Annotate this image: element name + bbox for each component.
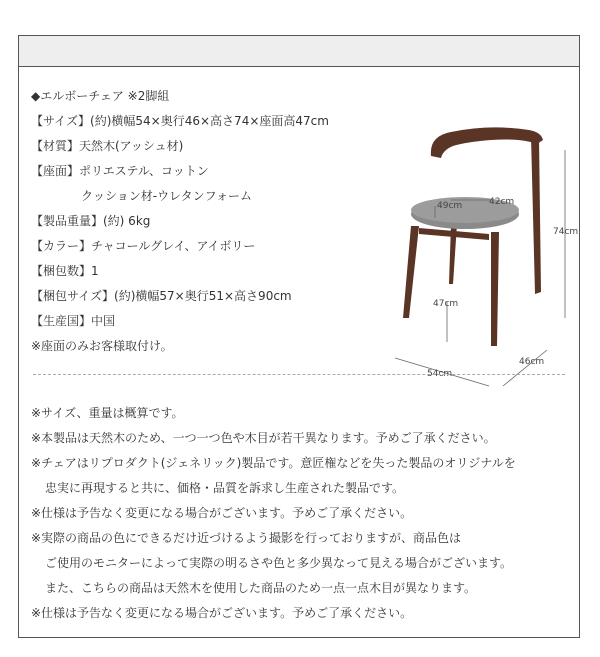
note-3b: 忠実に再現すると共に、価格・品質を訴求し生産された製品です。 <box>45 481 405 495</box>
dim-seat-width: 42cm <box>489 197 515 207</box>
note-3a: ※チェアはリプロダクト(ジェネリック)製品です。意匠権などを失った製品のオリジナルを <box>31 456 516 470</box>
note-5c: また、こちらの商品は天然木を使用した商品のため一点一点木目が異なります。 <box>45 581 477 595</box>
note-6: ※仕様は予告なく変更になる場合がございます。予めご了承ください。 <box>31 606 413 620</box>
spec-title: ◆エルボーチェア ※2脚組 <box>31 89 170 103</box>
chair-rear-post <box>531 136 541 294</box>
dim-width: 54cm <box>427 369 453 379</box>
spec-color: 【カラー】チャコールグレイ、アイボリー <box>31 239 256 253</box>
spec-origin: 【生産国】中国 <box>31 314 116 328</box>
spec-seat: 【座面】ポリエステル、コットン <box>31 164 209 178</box>
spec-weight: 【製品重量】(約) 6kg <box>31 214 151 228</box>
chair-dimension-diagram <box>371 106 579 396</box>
spec-cushion: クッション材-ウレタンフォーム <box>81 189 253 203</box>
spec-assembly: ※座面のみお客様取付け。 <box>31 339 173 353</box>
spec-panel <box>18 35 580 638</box>
chair-backrest <box>431 127 543 158</box>
chair-front-right-leg <box>491 232 499 346</box>
dim-height-total: 74cm <box>553 227 579 237</box>
note-4: ※仕様は予告なく変更になる場合がございます。予めご了承ください。 <box>31 506 413 520</box>
note-5b: ご使用のモニターによって実際の明るさや色と多少異なって見える場合がございます。 <box>45 556 513 570</box>
spec-packages: 【梱包数】1 <box>31 264 99 278</box>
spec-size: 【サイズ】(約)横幅54×奥行46×高さ74×座面高47cm <box>31 114 329 128</box>
dim-seat-depth: 49cm <box>437 201 463 211</box>
dim-seat-height: 47cm <box>433 299 459 309</box>
header-bar <box>19 36 579 67</box>
note-1: ※サイズ、重量は概算です。 <box>31 406 184 420</box>
section-divider <box>33 374 565 375</box>
note-5a: ※実際の商品の色にできるだけ近づけるよう撮影を行っておりますが、商品色は <box>31 531 462 545</box>
note-2: ※本製品は天然木のため、一つ一つ色や木目が若干異なります。予めご了承ください。 <box>31 431 496 445</box>
spec-material: 【材質】天然木(アッシュ材) <box>31 139 184 153</box>
spec-package-size: 【梱包サイズ】(約)横幅57×奥行51×高さ90cm <box>31 289 292 303</box>
dim-depth: 46cm <box>519 357 545 367</box>
chair-front-left-leg <box>403 226 419 318</box>
